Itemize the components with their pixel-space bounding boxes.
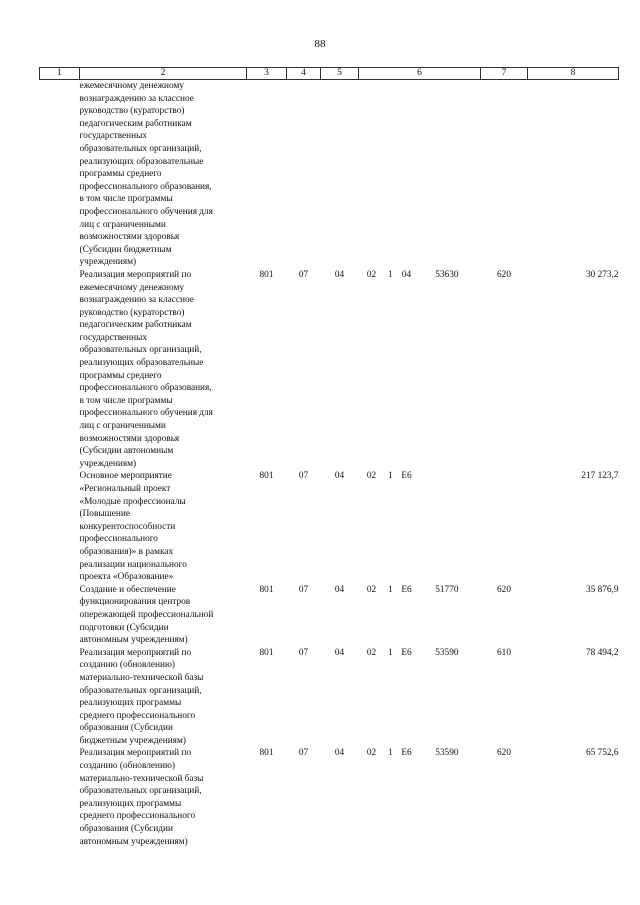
column-header: 3 [247, 68, 287, 80]
code-subsection: 04 [334, 647, 345, 658]
target-article [359, 80, 481, 269]
target-event: Е6 [401, 748, 412, 759]
target-article [359, 470, 481, 583]
code-ved: 801 [259, 748, 274, 759]
expense-type: 620 [497, 269, 511, 280]
target-subprogram: 1 [388, 748, 393, 759]
table-row [40, 470, 619, 583]
table-body [40, 80, 619, 849]
code-subsection: 04 [334, 584, 345, 595]
row-name-line: Реализация мероприятий по [79, 748, 192, 759]
row-name-line: (Субсидии бюджетным [79, 244, 172, 255]
target-subprogram: 1 [388, 584, 393, 595]
code-section: 07 [298, 269, 309, 280]
target-program: 02 [366, 471, 377, 482]
row-name-line: возможностями здоровья [79, 232, 180, 243]
target-event: Е6 [401, 584, 412, 595]
code-section: 07 [298, 584, 309, 595]
code-section: 07 [298, 748, 309, 759]
amount [528, 80, 619, 269]
column-header: 4 [287, 68, 321, 80]
row-name-line: в том числе программы [79, 395, 173, 406]
row-name-line: возможностями здоровья [79, 433, 180, 444]
column-number-row [40, 68, 619, 80]
row-name-line: (Субсидии автономным [79, 446, 174, 457]
row-name-line: программы среднего [79, 169, 162, 180]
row-name [80, 269, 247, 471]
row-name-line: Создание и обеспечение [79, 584, 176, 595]
row-name-line: ежемесячному денежному [79, 81, 185, 91]
row-name [80, 647, 247, 748]
expense-type: 620 [497, 584, 511, 595]
row-name-line: реализующих программы [79, 698, 182, 709]
target-event: 04 [401, 269, 412, 280]
row-name-line: (Повышение [79, 509, 130, 520]
column-header: 8 [528, 68, 619, 80]
row-name-line: профессионального образования, [79, 383, 212, 394]
row-spacer [40, 80, 80, 269]
row-name-line: вознаграждению за классное [79, 93, 194, 104]
row-spacer [40, 747, 80, 848]
row-name-line: лиц с ограниченными [79, 219, 166, 230]
row-name-line: в том числе программы [79, 194, 173, 205]
amount: 217 123,7 [581, 471, 619, 482]
row-name-line: Реализация мероприятий по [79, 269, 192, 280]
target-article [359, 647, 481, 748]
row-name-line: подготовки (Субсидии [79, 622, 169, 633]
expense-type: 620 [497, 748, 511, 759]
row-name-line: учреждениям) [79, 458, 137, 469]
expense-type: 610 [497, 647, 511, 658]
row-name-line: Реализация мероприятий по [79, 647, 192, 658]
row-name-line: Основное мероприятие [79, 471, 172, 482]
row-name-line: вознаграждению за классное [79, 295, 194, 306]
amount: 35 876,9 [585, 584, 619, 595]
row-name-line: реализующих программы [79, 798, 182, 809]
target-direction: 53590 [435, 748, 459, 759]
page-number: 88 [314, 38, 326, 50]
row-name-line: образовательных организаций, [79, 786, 202, 797]
target-article [359, 747, 481, 848]
row-name-line: «Молодые профессионалы [79, 496, 186, 507]
row-name-line: опережающей профессиональной [79, 609, 214, 620]
code-ved: 801 [259, 269, 274, 280]
row-name-line: профессионального обучения для [79, 408, 213, 419]
code-ved [247, 80, 287, 269]
row-name-line: реализующих образовательные [79, 156, 204, 167]
row-name-line: педагогическим работникам [79, 118, 192, 129]
budget-table [39, 67, 619, 848]
code-ved: 801 [259, 584, 274, 595]
target-direction: 53630 [435, 269, 459, 280]
row-name-line: образования (Субсидии [79, 723, 173, 734]
row-name-line: ежемесячному денежному [79, 282, 185, 293]
row-name-line: государственных [79, 332, 148, 343]
row-name-line: образования)» в рамках [79, 546, 174, 557]
amount: 65 752,6 [585, 748, 619, 759]
row-name-line: материально-технической базы [79, 773, 204, 784]
code-subsection: 04 [334, 748, 345, 759]
target-program: 02 [366, 647, 377, 658]
table-row [40, 647, 619, 748]
row-name-line: руководство (кураторство) [79, 307, 185, 318]
amount: 78 494,2 [585, 647, 619, 658]
expense-type [481, 470, 528, 583]
column-header: 1 [40, 68, 80, 80]
row-name-line: профессионального образования, [79, 181, 212, 192]
column-header: 2 [80, 68, 247, 80]
target-subprogram: 1 [388, 269, 393, 280]
row-name-line: государственных [79, 131, 148, 142]
row-name-line: созданию (обновлению) [79, 761, 175, 772]
table-row [40, 80, 619, 269]
row-name-line: педагогическим работникам [79, 320, 192, 331]
code-subsection [321, 80, 359, 269]
target-direction: 53590 [435, 647, 459, 658]
column-header: 6 [359, 68, 481, 80]
code-ved: 801 [259, 647, 274, 658]
target-program: 02 [366, 748, 377, 759]
column-header: 5 [321, 68, 359, 80]
row-name-line: материально-технической базы [79, 672, 204, 683]
target-direction: 51770 [435, 584, 459, 595]
code-ved: 801 [259, 471, 274, 482]
code-section: 07 [298, 647, 309, 658]
code-section [287, 80, 321, 269]
row-name [80, 80, 247, 269]
row-name-line: учреждениям) [79, 257, 137, 268]
row-name-line: профессионального [79, 534, 158, 545]
code-subsection: 04 [334, 269, 345, 280]
row-name-line: образования (Субсидии [79, 824, 173, 835]
row-name-line: образовательных организаций, [79, 143, 202, 154]
row-spacer [40, 470, 80, 583]
row-name-line: проекта «Образование» [79, 572, 174, 583]
target-program: 02 [366, 584, 377, 595]
target-event: Е6 [401, 471, 412, 482]
row-name-line: созданию (обновлению) [79, 660, 175, 671]
row-name-line: лиц с ограниченными [79, 421, 166, 432]
row-spacer [40, 647, 80, 748]
table-row [40, 269, 619, 471]
target-program: 02 [366, 269, 377, 280]
row-spacer [40, 584, 80, 647]
row-name-line: реализующих образовательные [79, 358, 204, 369]
expense-type [481, 80, 528, 269]
row-name-line: автономным учреждениям) [79, 635, 188, 646]
target-article [359, 584, 481, 647]
target-subprogram: 1 [388, 647, 393, 658]
row-name-line: образовательных организаций, [79, 685, 202, 696]
row-name [80, 747, 247, 848]
target-subprogram: 1 [388, 471, 393, 482]
row-name-line: профессионального обучения для [79, 206, 213, 217]
row-name-line: среднего профессионального [79, 710, 196, 721]
code-section: 07 [298, 471, 309, 482]
row-name-line: реализации национального [79, 559, 187, 570]
row-name-line: руководство (кураторство) [79, 106, 185, 117]
amount: 30 273,2 [585, 269, 619, 280]
row-name [80, 470, 247, 583]
row-name-line: образовательных организаций, [79, 345, 202, 356]
column-header: 7 [481, 68, 528, 80]
row-name-line: среднего профессионального [79, 811, 196, 822]
row-name-line: программы среднего [79, 370, 162, 381]
table-row [40, 747, 619, 848]
table-row [40, 584, 619, 647]
row-name-line: функционирования центров [79, 597, 191, 608]
row-name-line: конкурентоспособности [79, 521, 176, 532]
row-name-line: бюджетным учреждениям) [79, 735, 186, 746]
target-article [359, 269, 481, 471]
row-name [80, 584, 247, 647]
row-name-line: автономным учреждениям) [79, 836, 188, 847]
row-name-line: «Региональный проект [79, 484, 171, 494]
row-spacer [40, 269, 80, 471]
target-event: Е6 [401, 647, 412, 658]
code-subsection: 04 [334, 471, 345, 482]
